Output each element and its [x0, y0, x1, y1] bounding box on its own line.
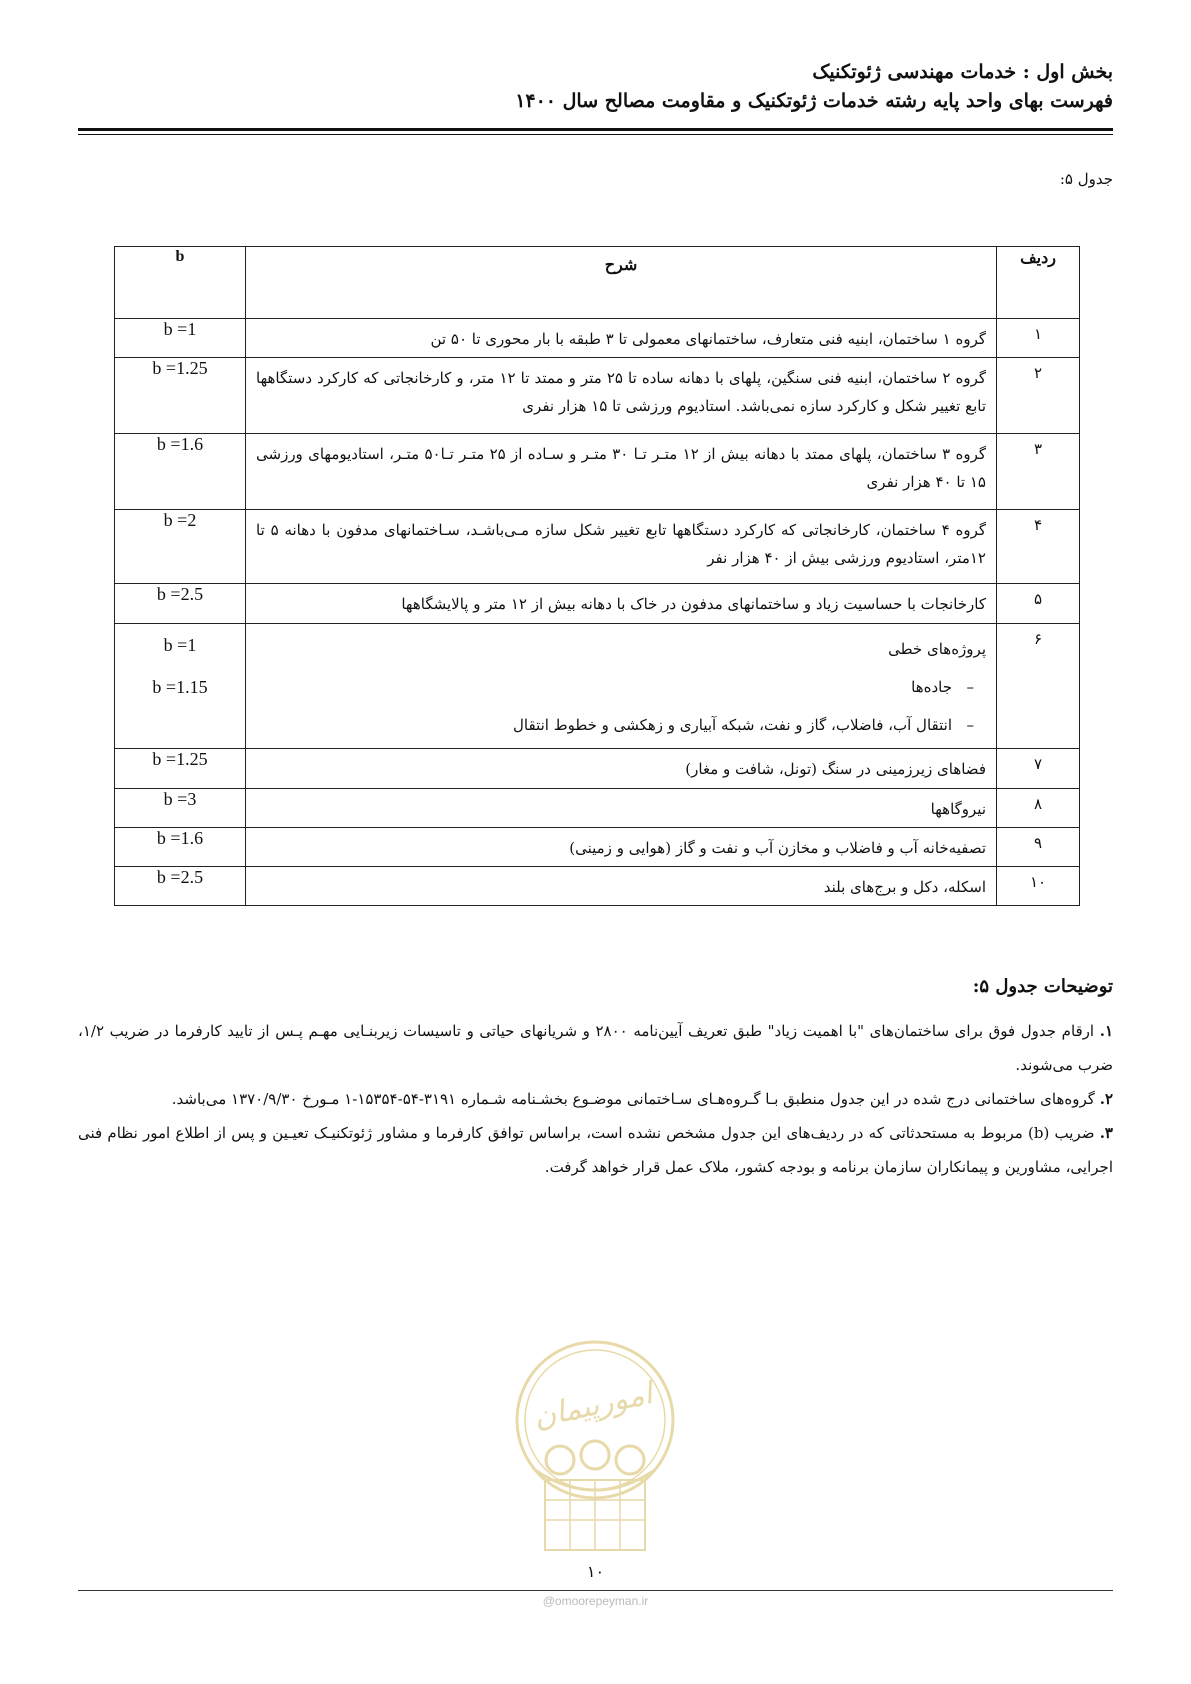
- table-row: [115, 358, 1080, 434]
- table-row: [115, 789, 1080, 828]
- table-caption: جدول ۵:: [1059, 170, 1113, 188]
- row-description: فضاهای زیرزمینی در سنگ (تونل، شافت و مغار): [246, 749, 997, 789]
- table-row: [115, 828, 1080, 867]
- row-description: تصفیه‌خانه آب و فاضلاب و مخازن آب و نفت و گاز (هوایی و زمینی): [246, 828, 997, 867]
- row-number: ۸: [997, 789, 1080, 828]
- table-row: [115, 584, 1080, 624]
- row-b-value: b =1.6: [115, 828, 246, 867]
- row-b-value: b =1: [163, 635, 197, 655]
- footer-rule: [78, 1590, 1113, 1591]
- note-item: [78, 1116, 1113, 1184]
- table-header-row: [115, 247, 1080, 319]
- header-radif: ردیف: [997, 247, 1080, 319]
- note-number: ۱.: [1099, 1022, 1113, 1040]
- note-item: [78, 1082, 1113, 1116]
- svg-text:امورپیمان: امورپیمان: [530, 1376, 656, 1436]
- table-row: [115, 867, 1080, 906]
- row-b-values: [115, 624, 246, 749]
- table-row: [115, 624, 1080, 749]
- row-description: گروه ۳ ساختمان، پلهای ممتد با دهانه بیش از ۱۲ متـر تـا ۳۰ متـر و سـاده از ۲۵ متـر تـا۵۰ متـر، استادیومهای ورزشی ۱۵ تا ۴۰ هزار نفری: [246, 434, 997, 510]
- section-title: بخش اول : خدمات مهندسی ژئوتکنیک: [812, 61, 1113, 83]
- header-b: b: [115, 247, 246, 319]
- coefficient-table: [114, 246, 1080, 906]
- row-number: ۶: [997, 624, 1080, 749]
- row-number: ۱۰: [997, 867, 1080, 906]
- sub-item: – جاده‌ها: [256, 668, 986, 706]
- row-b-value: b =3: [115, 789, 246, 828]
- page-number: ۱۰: [586, 1562, 605, 1581]
- row-number: ۷: [997, 749, 1080, 789]
- row-number: ۴: [997, 510, 1080, 584]
- row-b-value: b =1.6: [115, 434, 246, 510]
- row-number: ۱: [997, 319, 1080, 358]
- table-notes: [78, 970, 1113, 1184]
- header-rule-thin: [78, 134, 1113, 135]
- linear-projects-label: پروژه‌های خطی: [888, 640, 986, 658]
- row-description: گروه ۴ ساختمان، کارخانجاتی که کارکرد دستگاهها تابع تغییر شکل سازه مـی‌باشـد، سـاختمانهای مدفون با دهانه ۵ تا ۱۲متر، استادیوم ورزشی بیش از ۴۰ هزار نفر: [246, 510, 997, 584]
- row-number: ۵: [997, 584, 1080, 624]
- row-number: ۳: [997, 434, 1080, 510]
- header-rule-thick: [78, 128, 1113, 131]
- row-description: نیروگاهها: [246, 789, 997, 828]
- row-description: اسکله، دکل و برج‌های بلند: [246, 867, 997, 906]
- row-b-value: b =1.25: [115, 358, 246, 434]
- note-text: ارقام جدول فوق برای ساختمان‌های "با اهمیت زیاد" طبق تعریف آیین‌نامه ۲۸۰۰ و شریانهای حیاتی و تاسیسات زیربنـایی مهـم پـس از تایید کارفرما در ضریب ۱/۲، ضرب می‌شوند.: [78, 1022, 1113, 1074]
- row-description: کارخانجات با حساسیت زیاد و ساختمانهای مدفون در خاک با دهانه بیش از ۱۲ متر و پالایشگاهها: [246, 584, 997, 624]
- row-b-value: b =2.5: [115, 584, 246, 624]
- table-row: [115, 749, 1080, 789]
- watermark-seal-icon: [505, 1320, 685, 1570]
- sub-item: – انتقال آب، فاضلاب، گاز و نفت، شبکه آبیاری و زهکشی و خطوط انتقال: [256, 706, 986, 744]
- row-b-value: b =2: [115, 510, 246, 584]
- row-b-value: b =2.5: [115, 867, 246, 906]
- note-item: [78, 1014, 1113, 1082]
- header-sharh: شرح: [246, 247, 997, 319]
- row-b-value: b =1: [115, 319, 246, 358]
- row-number: ۹: [997, 828, 1080, 867]
- site-watermark: @omoorepeyman.ir: [542, 1594, 649, 1608]
- note-text: ضریب (b) مربوط به مستحدثاتی که در ردیف‌های این جدول مشخص نشده است، براساس توافق کارفرما و مشاور ژئوتکنیـک تعیـین و پس از اطلاع امور نظام فنی اجرایی، مشاورین و پیمانکاران سازمان برنامه و بودجه کشور، ملاک عمل قرار خواهد گرفت.: [78, 1124, 1113, 1176]
- document-title: فهرست بهای واحد پایه رشته خدمات ژئوتکنیک و مقاومت مصالح سال ۱۴۰۰: [515, 90, 1113, 112]
- row-b-value: b =1.15: [152, 677, 208, 697]
- table-row: [115, 434, 1080, 510]
- row-description: گروه ۲ ساختمان، ابنیه فنی سنگین، پلهای با دهانه ساده تا ۲۵ متر و ممتد تا ۱۲ متر، و کارخانجاتی که کارکرد دستگاهها تابع تغییر شکل و کارکرد سازه نمی‌باشد. استادیوم ورزشی تا ۱۵ هزار نفری: [246, 358, 997, 434]
- table-row: [115, 510, 1080, 584]
- row-description: [246, 624, 997, 749]
- note-number: ۳.: [1099, 1124, 1113, 1142]
- table-row: [115, 319, 1080, 358]
- page-header: [78, 58, 1113, 116]
- row-b-value: b =1.25: [115, 749, 246, 789]
- row-description: گروه ۱ ساختمان، ابنیه فنی متعارف، ساختمانهای معمولی تا ۳ طبقه با بار محوری تا ۵۰ تن: [246, 319, 997, 358]
- notes-title: توضیحات جدول ۵:: [972, 976, 1113, 997]
- note-number: ۲.: [1099, 1090, 1113, 1108]
- row-number: ۲: [997, 358, 1080, 434]
- note-text: گروه‌های ساختمانی درج شده در این جدول منطبق بـا گـروه‌هـای سـاختمانی موضـوع بخشـنامه شـماره ۳۱۹۱-۵۴-۱۵۳۵۴-۱ مـورخ ۱۳۷۰/۹/۳۰ می‌باشد.: [171, 1090, 1095, 1108]
